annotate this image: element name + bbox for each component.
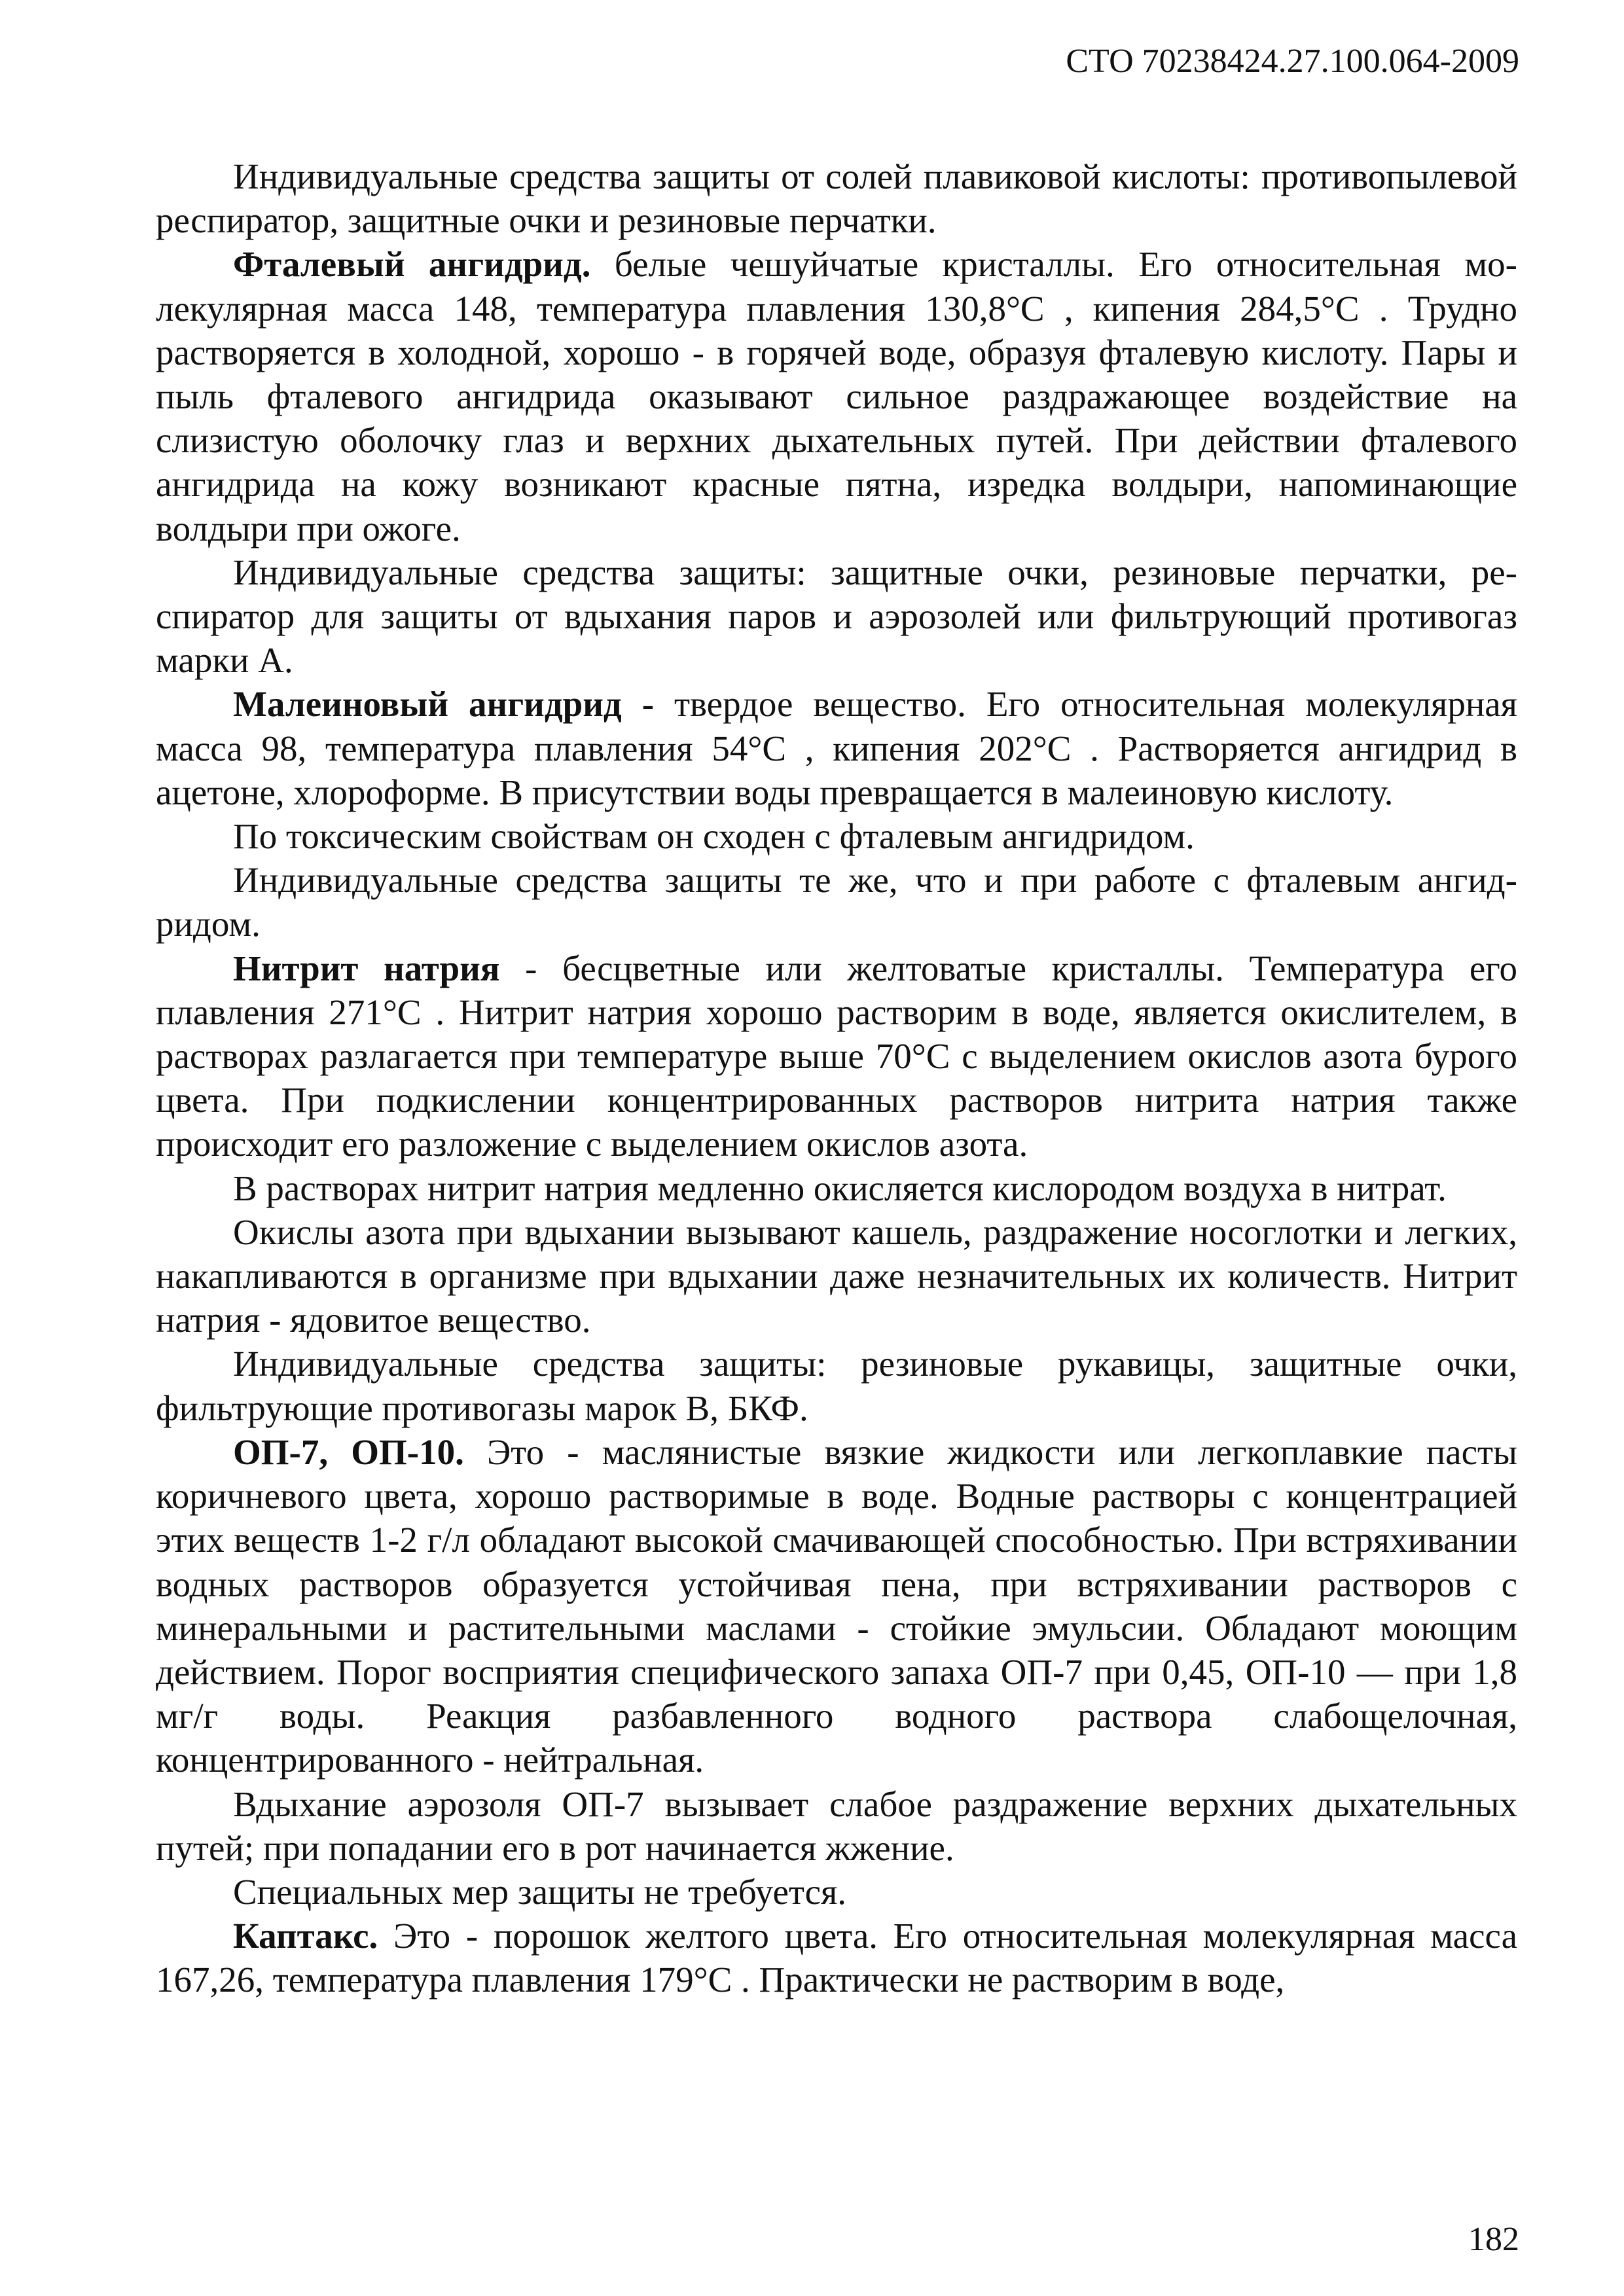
paragraph-captax: Каптакс. Это - порошок желтого цвета. Его относительная молекулярная масса 167,26, температура плавления 179°С . Практически не растворим в воде, [156, 1916, 1517, 2000]
body-text [156, 154, 1517, 2002]
paragraph-phthalic-protection: Индивидуальные средства защиты: защитные очки, резиновые перчатки, респиратор для защиты от вдыхания паров и аэрозолей или фильтрующий противогаз марки А. [156, 552, 1517, 681]
page-number: 182 [1468, 2221, 1519, 2258]
paragraph-maleic-protection: Индивидуальные средства защиты те же, что и при работе с фталевым ангидридом. [156, 860, 1517, 944]
term-phthalic-anhydride: Фталевый ангидрид. [233, 244, 591, 285]
paragraph-maleic-anhydride: Малеиновый ангидрид - твердое вещество. Его относительная молекулярная масса 98, температура плавления 54°С , кипения 202°С . Растворяется ангидрид в ацетоне, хлороформе. В присутствии воды превращается в малеиновую кислоту. [156, 684, 1517, 812]
paragraph-op7-op10: ОП-7, ОП-10. Это - маслянистые вязкие жидкости или легкоплавкие пасты коричневого цвета, хорошо растворимые в воде. Водные растворы с концентрацией этих веществ 1-2 г/л обладают высокой смачивающей способностью. При встряхивании водных растворов образуется устойчивая пена, при встряхивании растворов с минеральными и растительными маслами - стойкие эмульсии. Обладают моющим действием. Порог восприятия специфического запаха ОП-7 при 0,45, ОП-10 — при 1,8 мг/г воды. Реакция разбавленного водного раствора слабощелочная, концентрированного - нейтральная. [156, 1431, 1517, 1780]
paragraph-nitrite-oxidation: В растворах нитрит натрия медленно окисляется кислородом воздуха в нитрат. [233, 1168, 1447, 1208]
paragraph-nitrite-protection: Индивидуальные средства защиты: резиновые рукавицы, защитные очки, фильтрующие противогазы марок В, БКФ. [156, 1344, 1517, 1428]
term-captax: Каптакс. [233, 1916, 378, 1956]
term-op7-op10: ОП-7, ОП-10. [233, 1431, 464, 1472]
paragraph-maleic-toxicity: По токсическим свойствам он сходен с фталевым ангидридом. [233, 816, 1195, 857]
document-code-header: СТО 70238424.27.100.064-2009 [1066, 43, 1519, 80]
term-sodium-nitrite: Нитрит натрия [233, 948, 500, 988]
paragraph-phthalic-anhydride: Фталевый ангидрид. белые чешуйчатые кристаллы. Его относительная молекулярная масса 148, температура плавления 130,8°С , кипения 284,5°С . Трудно растворяется в холодной, хорошо - в горячей воде, образуя фталевую кислоту. Пары и пыль фталевого ангидрида оказывают сильное раздражающее воздействие на слизистую оболочку глаз и верхних дыхательных путей. При действии фталевого ангидрида на кожу возникают красные пятна, изредка волдыри, напоминающие волдыри при ожоге. [156, 244, 1517, 548]
term-maleic-anhydride: Малеиновый ангидрид [233, 684, 622, 725]
paragraph-op7-inhalation: Вдыхание аэрозоля ОП-7 вызывает слабое раздражение верхних дыхательных путей; при попадании его в рот начинается жжение. [156, 1784, 1517, 1868]
paragraph-nitrogen-oxides: Окислы азота при вдыхании вызывают кашель, раздражение носоглотки и легких, накапливаются в организме при вдыхании даже незначительных их количеств. Нитрит натрия - ядовитое вещество. [156, 1211, 1517, 1340]
paragraph-op7-protection: Специальных мер защиты не требуется. [233, 1871, 847, 1912]
paragraph-fluoride-protection: Индивидуальные средства защиты от солей плавиковой кислоты: противопылевой респиратор, защитные очки и резиновые перчатки. [156, 156, 1517, 241]
paragraph-sodium-nitrite: Нитрит натрия - бесцветные или желтоватые кристаллы. Температура его плавления 271°С . Нитрит натрия хорошо растворим в воде, является окислителем, в растворах разлагается при температуре выше 70°С с выделением окислов азота бурого цвета. При подкислении концентрированных растворов нитрита натрия также происходит его разложение с выделением окислов азота. [156, 948, 1517, 1164]
